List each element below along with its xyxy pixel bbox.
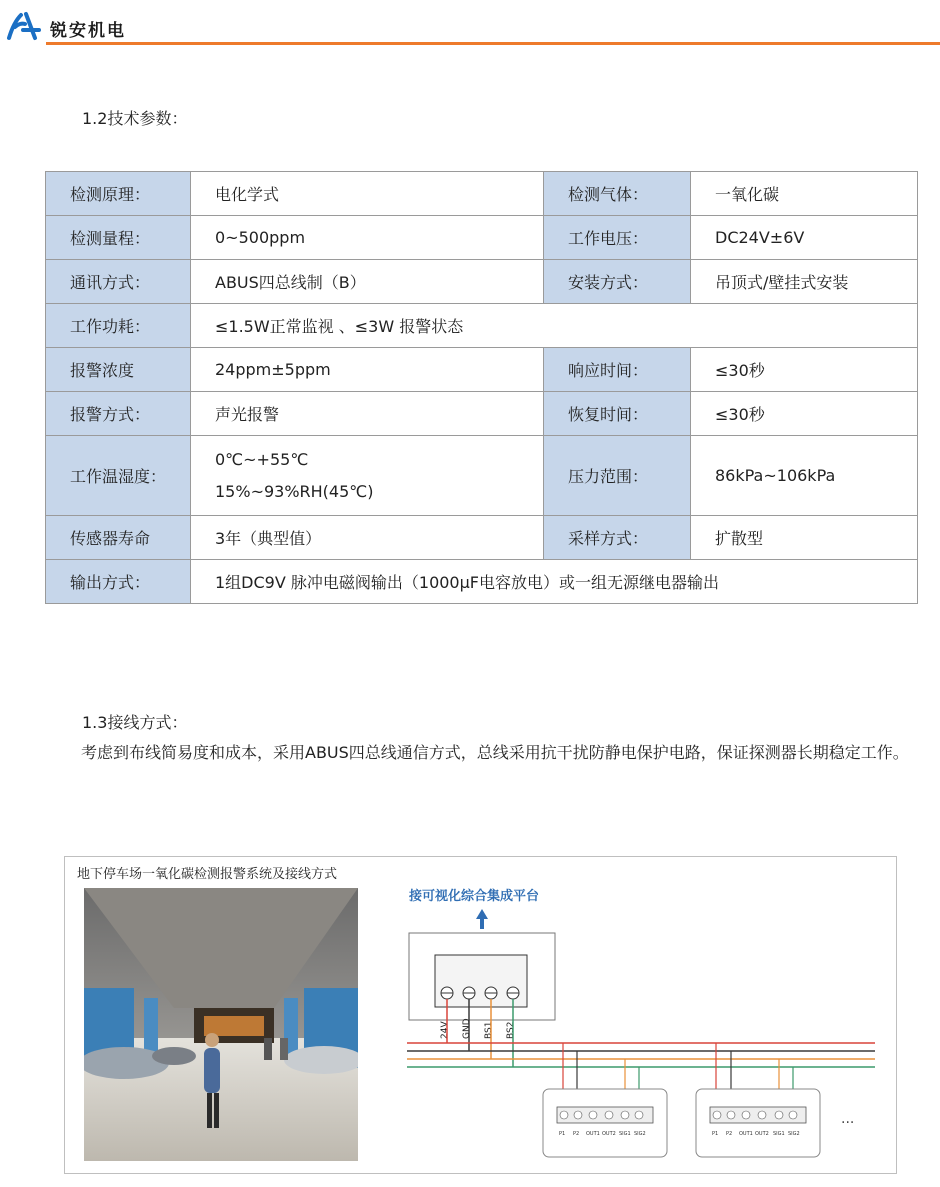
param-label: 报警方式： (46, 392, 191, 436)
param-label: 输出方式： (46, 560, 191, 604)
param-value: DC24V±6V (691, 216, 918, 260)
param-value: 电化学式 (191, 172, 544, 216)
param-value: ABUS四总线制（B） (191, 260, 544, 304)
param-value: 声光报警 (191, 392, 544, 436)
param-label: 检测原理： (46, 172, 191, 216)
param-label: 采样方式： (544, 516, 691, 560)
wiring-description: 考虑到布线简易度和成本，采用ABUS四总线通信方式，总线采用抗干扰防静电保护电路，保证探测器长期稳定工作。 (81, 743, 909, 762)
table-row (46, 392, 918, 436)
pin-label: SIG2 (634, 1131, 646, 1137)
terminal-label: 24V (440, 1021, 450, 1039)
param-label: 工作功耗： (46, 304, 191, 348)
up-arrow-icon (476, 909, 488, 929)
more-devices-ellipsis: ... (841, 1111, 855, 1127)
param-value-line: 0℃~+55℃ (215, 449, 309, 469)
param-label: 工作温湿度： (46, 436, 191, 516)
table-row (46, 516, 918, 560)
param-value: 24ppm±5ppm (191, 348, 544, 392)
terminal-label: GND (462, 1018, 472, 1039)
param-value: ≤30秒 (691, 392, 918, 436)
platform-label: 接可视化综合集成平台 (409, 889, 540, 904)
pin-label: OUT2 (602, 1131, 616, 1137)
terminal-label: BS2 (506, 1021, 516, 1039)
spec-table (45, 171, 918, 604)
terminal-label: BS1 (484, 1021, 494, 1039)
param-value: 一氧化碳 (691, 172, 918, 216)
table-row (46, 304, 918, 348)
param-label: 恢复时间： (544, 392, 691, 436)
diagram-title: 地下停车场一氧化碳检测报警系统及接线方式 (77, 867, 338, 882)
param-value: ≤30秒 (691, 348, 918, 392)
param-value: 吊顶式/壁挂式安装 (691, 260, 918, 304)
param-label: 响应时间： (544, 348, 691, 392)
pin-label: SIG2 (788, 1131, 800, 1137)
param-label: 报警浓度 (46, 348, 191, 392)
company-logo-icon (6, 10, 42, 42)
detector-terminal-1 (543, 1089, 667, 1157)
section-title-wiring: 1.3接线方式： (82, 713, 188, 732)
pin-label: OUT2 (755, 1131, 769, 1137)
pin-label: SIG1 (773, 1131, 785, 1137)
param-value: ≤1.5W正常监视 、≤3W 报警状态 (191, 304, 918, 348)
table-row (46, 172, 918, 216)
pin-label: P1 (712, 1131, 719, 1137)
param-value: 0~500ppm (191, 216, 544, 260)
parking-garage-photo (84, 888, 358, 1161)
wiring-diagram-panel (64, 856, 897, 1174)
page-header (0, 0, 940, 48)
table-row (46, 260, 918, 304)
param-label: 检测气体： (544, 172, 691, 216)
param-value: 3年（典型值） (191, 516, 544, 560)
company-name: 锐安机电 (50, 21, 126, 41)
param-label: 通讯方式： (46, 260, 191, 304)
pin-label: P2 (726, 1131, 733, 1137)
pin-label: P2 (573, 1131, 580, 1137)
pin-label: P1 (559, 1131, 566, 1137)
section-title-specs: 1.2技术参数： (82, 109, 188, 128)
param-value: 86kPa~106kPa (691, 436, 918, 516)
param-value: 扩散型 (691, 516, 918, 560)
table-row (46, 348, 918, 392)
param-label: 安装方式： (544, 260, 691, 304)
param-label: 工作电压： (544, 216, 691, 260)
param-value-line: 15%~93%RH(45℃) (215, 481, 374, 501)
pin-label: OUT1 (586, 1131, 600, 1137)
table-row (46, 216, 918, 260)
param-label: 检测量程： (46, 216, 191, 260)
header-divider (46, 42, 940, 45)
detector-terminal-2 (696, 1089, 820, 1157)
param-label: 传感器寿命 (46, 516, 191, 560)
pin-label: OUT1 (739, 1131, 753, 1137)
table-row (46, 560, 918, 604)
param-value: 1组DC9V 脉冲电磁阀输出（1000μF电容放电）或一组无源继电器输出 (191, 560, 918, 604)
table-row (46, 436, 918, 516)
param-value (191, 436, 544, 516)
pin-label: SIG1 (619, 1131, 631, 1137)
wiring-schematic (395, 867, 895, 1167)
param-label: 压力范围： (544, 436, 691, 516)
